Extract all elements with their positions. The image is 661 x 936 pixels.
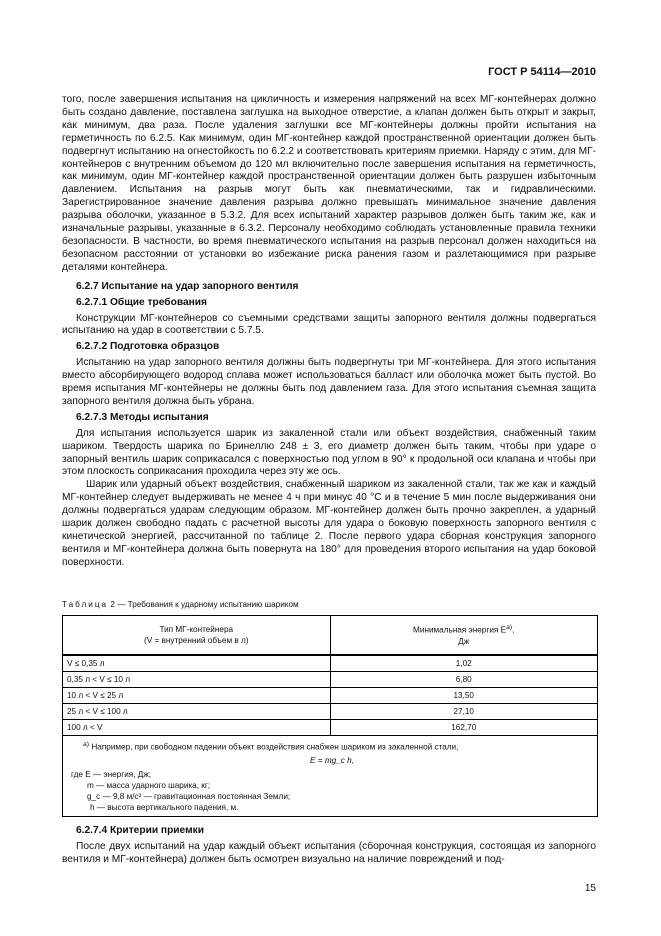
cell-type: 10 л < V ≤ 25 л xyxy=(63,687,331,703)
cell-energy: 1,02 xyxy=(330,655,598,672)
header-line: Дж xyxy=(458,637,470,647)
footnote-mark: a) xyxy=(506,624,513,632)
section-heading: 6.2.7 Испытание на удар запорного вентиля xyxy=(76,280,299,292)
legend-line: h — высота вертикального падения, м. xyxy=(90,803,239,813)
section-heading: 6.2.7.3 Методы испытания xyxy=(76,411,209,423)
table-caption-label: Таблица xyxy=(62,599,109,609)
paragraph: Конструкции МГ-контейнеров со съемными средствами защиты запорного вентиля должны подвергаться испытанию на удар в соответствии с 5.7.5. xyxy=(62,312,596,337)
paragraph: Шарик или ударный объект воздействия, снабженный шариком из закаленной стали, так же как и каждый МГ-контейнер следует выдерживать не менее 4 ч при минус 40 °С и в течение 5 мин после выдерживания они должны подвергаться ударам следующим образом. МГ-контейнер должен быть прочно закреплен, а ударный шарик должен свободно падать с расчетной высоты для удара о боковую поверхность запорного вентиля с кинетической энергией, рассчитанной по таблице 2. После первого удара сборная конструкция запорного вентиля и МГ-контейнера должна быть повернута на 180° для проведения второго испытания на удар боковой поверхности. xyxy=(62,479,596,568)
table-row xyxy=(63,687,598,703)
section-heading: 6.2.7.4 Критерии приемки xyxy=(76,825,204,837)
table-row xyxy=(63,703,598,719)
table-row xyxy=(63,671,598,687)
cell-energy: 13,50 xyxy=(330,687,598,703)
document-page xyxy=(62,0,596,934)
paragraph-continuation xyxy=(62,94,596,275)
paragraph: того, после завершения испытания на цикличность и измерения напряжений на всех МГ-контейнерах должно быть создано давление, поставлена заглушка на выходное отверстие, а клапан должен быть открыт и закрыт, как минимум, два раза. После удаления заглушки все МГ-контейнеры должны пройти испытания на герметичность по 6.2.5. Как минимум, один МГ-контейнер каждой пространственной ориентации должен быть подвергнут испытанию на огнестойкость по 6.2.2 и соответствовать критериям приемки. Наряду с этим, для МГ-контейнеров с внутренним объемом до 120 мл включительно после завершения испытания на герметичность, как минимум, один МГ-контейнер каждой пространственной ориентации должен быть разрушен избыточным давлением. Испытания на разрыв могут быть как пневматическими, так и гидравлическими. Зарегистрированное значение давления разрыва должно превышать минимальное значение давления разрыва оболочки, указанное в 5.3.2. Для всех испытаний характер разрывов должен быть таким же, как и изначальные разрывы, указанные в 6.3.2. Персоналу необходимо соблюдать установленные правила техники безопасности. В частности, во время пневматического испытания на разрыв персонал должен находиться на безопасном расстоянии от установки во избежание риска ранения газом и разлетающимися при разрыве деталями контейнера. xyxy=(62,94,596,273)
cell-energy: 27,10 xyxy=(330,703,598,719)
header-line: Тип МГ-контейнера xyxy=(159,624,234,634)
impact-requirements-table xyxy=(62,615,598,818)
cell-energy: 162,70 xyxy=(330,719,598,735)
cell-energy: 6,80 xyxy=(330,671,598,687)
legend-line: где E — энергия, Дж; xyxy=(71,770,152,780)
table-row xyxy=(63,655,598,672)
paragraph: Испытанию на удар запорного вентиля должны быть подвергнуты три МГ-контейнера. Для этого испытания вместо абсорбирующего водород сплава может использоваться балласт или оболочка может быть пустой. Во время испытания МГ-контейнеры не должны быть под давлением газа. Для этого испытания съемная защита запорного вентиля должна быть убрана. xyxy=(62,357,596,407)
table-row xyxy=(63,719,598,735)
column-header-type xyxy=(63,615,331,655)
section-heading: 6.2.7.2 Подготовка образцов xyxy=(76,341,220,353)
page-number: 15 xyxy=(584,883,596,895)
cell-type: 100 л < V xyxy=(63,719,331,735)
document-header: ГОСТ Р 54114—2010 xyxy=(488,66,596,78)
section-heading: 6.2.7.1 Общие требования xyxy=(76,296,207,308)
table-footnote xyxy=(63,735,598,817)
cell-type: 25 л < V ≤ 100 л xyxy=(63,703,331,719)
legend-line: g_c — 9,8 м/с² — гравитационная постоянная Земли; xyxy=(87,792,291,802)
cell-type: 0,35 л < V ≤ 10 л xyxy=(63,671,331,687)
header-line: Минимальная энергия E xyxy=(413,626,507,636)
table-caption-text: 2 — Требования к ударному испытанию шариком xyxy=(110,599,299,609)
paragraph: Для испытания используется шарик из закаленной стали или объект воздействия, снабженный таким шариком. Твердость шарика по Бринеллю 248 ± 3, его диаметр должен быть таким, чтобы при ударе о запорный вентиль шарик соприкасался с поверхностью под углом в 90° к продольной оси клапана и чтобы при этом плоскость соприкасания проходила через эту же ось. xyxy=(62,427,596,478)
energy-equation: E = mg_c h, xyxy=(310,756,354,766)
footnote-mark: a) xyxy=(83,740,90,748)
table-footnote-row xyxy=(63,735,598,817)
header-line: (V = внутренний объем в л) xyxy=(144,635,249,645)
section-6-2-7-4 xyxy=(62,825,596,867)
table-caption xyxy=(62,600,596,609)
column-header-energy: Минимальная энергия $E^{a)}$, Дж xyxy=(330,615,598,655)
table-header-row xyxy=(63,615,598,655)
cell-type: V ≤ 0,35 л xyxy=(63,655,331,672)
paragraph: После двух испытаний на удар каждый объект испытания (сборочная конструкция, состоящая из запорного вентиля и МГ-контейнера) должен быть осмотрен визуально на наличие повреждений и под- xyxy=(62,841,596,866)
section-6-2-7 xyxy=(62,281,596,570)
legend-line: m — масса ударного шарика, кг; xyxy=(87,781,211,791)
footnote-text: Например, при свободном падении объект воздействия снабжен шариком из закаленной стали, xyxy=(91,742,459,752)
